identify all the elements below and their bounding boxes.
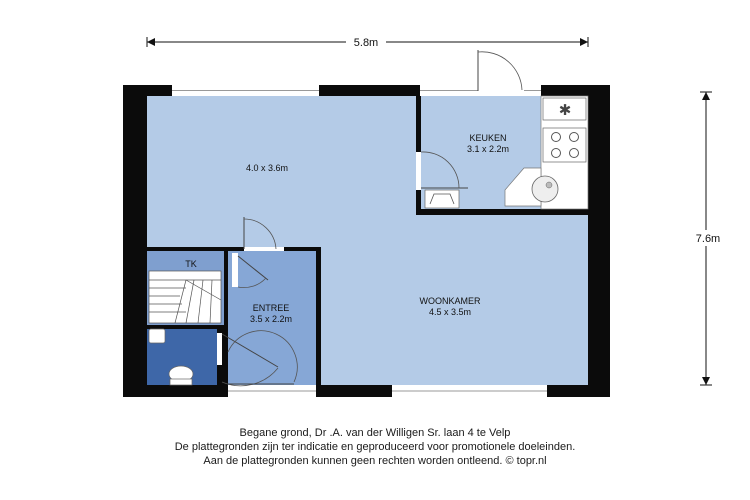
width-label: 5.8m (353, 37, 379, 49)
wc-wall-top (147, 325, 228, 329)
svg-text:✱: ✱ (558, 101, 572, 119)
caption-rights: Aan de plattegronden kunnen geen rechten worden ontleend. © topr.nl (203, 455, 547, 467)
stairs (149, 271, 221, 323)
fridge-icon (543, 98, 586, 120)
dishwasher-icon (425, 190, 459, 208)
height-dimension (693, 92, 723, 385)
keuken-name: KEUKEN (469, 133, 507, 143)
width-dimension (147, 34, 588, 49)
sink-icon (149, 329, 165, 343)
woonkamer-size: 4.5 x 3.5m (428, 307, 472, 317)
woonkamer-floor-top (147, 215, 588, 247)
tk-wall-right (224, 251, 228, 385)
keuken-size: 3.1 x 2.2m (466, 144, 510, 154)
caption-disclaimer: De plattegronden zijn ter indicatie en geproduceerd voor promotionele doeleinden. (174, 441, 576, 453)
tk-name: TK (185, 259, 197, 269)
height-label: 7.6m (695, 233, 721, 245)
window-entree-bottom (228, 385, 316, 397)
entree-name: ENTREE (252, 303, 290, 313)
entree-wall-right (316, 247, 321, 385)
caption-address: Begane grond, Dr .A. van der Willigen Sr. laan 4 te Velp (239, 427, 511, 439)
entree-size: 3.5 x 2.2m (249, 314, 293, 324)
window-top-left (172, 85, 319, 96)
hall-wall-top (147, 247, 242, 251)
woonkamer-name: WOONKAMER (419, 296, 481, 306)
kitchen-wall-bottom (416, 209, 588, 215)
stove-icon (543, 128, 586, 162)
window-bottom (392, 385, 547, 397)
toilet-icon (169, 366, 193, 385)
room-left-size: 4.0 x 3.6m (245, 163, 289, 173)
door-kitchen-outside (478, 50, 524, 96)
